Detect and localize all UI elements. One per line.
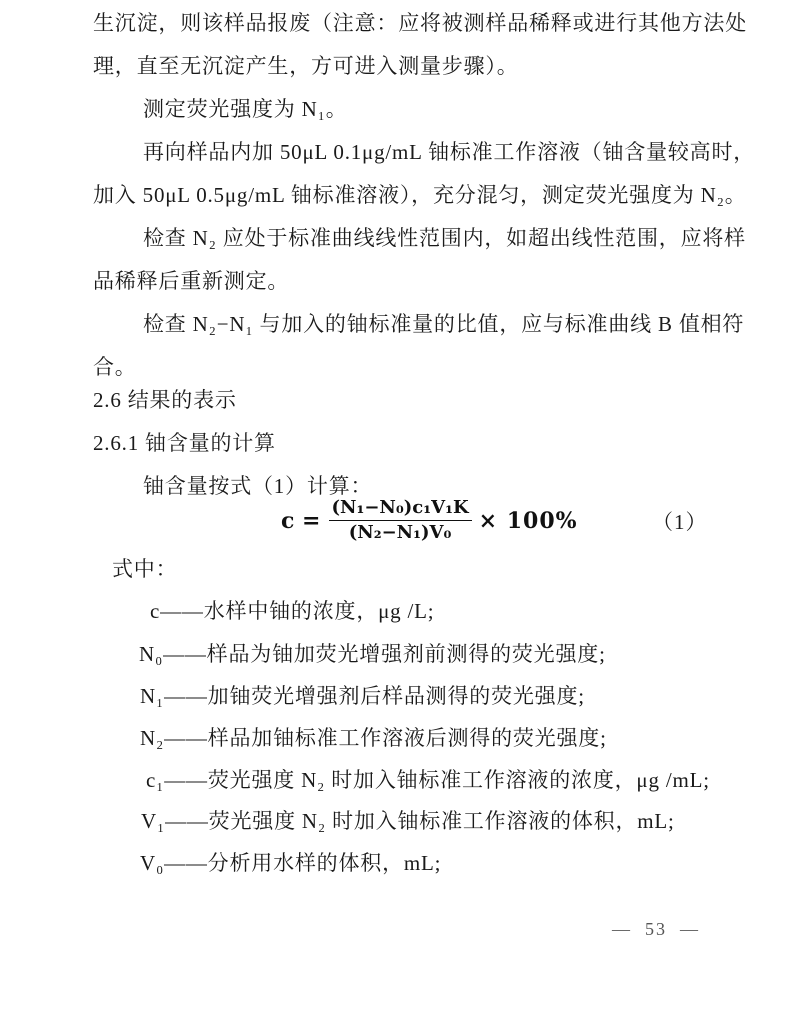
equation-number: （1）	[652, 510, 708, 534]
line-formula-intro: 铀含量按式（1）计算：	[143, 474, 373, 498]
fraction-denominator: (N₂−N₁)V₀	[348, 522, 452, 543]
page-number: — 53 —	[612, 919, 700, 939]
definition-v1: V₁——荧光强度 N₂ 时加入铀标准工作溶液的体积，mL;	[141, 809, 675, 833]
equation-lhs: c =	[281, 507, 321, 534]
definition-c1: c₁——荧光强度 N₂ 时加入铀标准工作溶液的浓度，μg /mL;	[146, 768, 710, 792]
paragraph-add-standard-line-2: 加入 50μL 0.5μg/mL 铀标准溶液），充分混匀，测定荧光强度为 N₂。	[93, 183, 747, 207]
definition-n2: N₂——样品加铀标准工作溶液后测得的荧光强度;	[140, 726, 607, 750]
definition-n0: N₀——样品为铀加荧光增强剂前测得的荧光强度;	[139, 642, 606, 666]
equation-fraction	[329, 497, 472, 544]
paragraph-precipitate-line-1: 生沉淀，则该样品报废（注意：应将被测样品稀释或进行其他方法处	[93, 11, 747, 35]
paragraph-check-n2-line-2: 品稀释后重新测定。	[93, 269, 290, 293]
line-measure-n1: 测定荧光强度为 N₁。	[143, 97, 348, 121]
definition-v0: V₀——分析用水样的体积，mL;	[140, 851, 442, 875]
paragraph-check-ratio-line-1: 检查 N₂−N₁ 与加入的铀标准量的比值，应与标准曲线 B 值相符	[143, 312, 745, 336]
paragraph-check-ratio-line-2: 合。	[93, 355, 137, 379]
heading-2-6: 2.6 结果的表示	[93, 388, 237, 412]
equation-1	[281, 497, 578, 544]
fraction-numerator: (N₁−N₀)c₁V₁K	[329, 497, 472, 521]
paragraph-add-standard-line-1: 再向样品内加 50μL 0.1μg/mL 铀标准工作溶液（铀含量较高时，	[143, 140, 756, 164]
paragraph-check-n2-line-1: 检查 N₂ 应处于标准曲线线性范围内，如超出线性范围，应将样	[143, 226, 746, 250]
heading-2-6-1: 2.6.1 铀含量的计算	[93, 431, 276, 455]
paragraph-precipitate-line-2: 理，直至无沉淀产生，方可进入测量步骤）。	[93, 54, 519, 78]
line-where: 式中：	[112, 557, 178, 581]
definition-n1: N₁——加铀荧光增强剂后样品测得的荧光强度;	[140, 684, 585, 708]
equation-multiplier: × 100%	[478, 507, 578, 534]
definition-c: c——水样中铀的浓度，μg /L;	[150, 599, 435, 623]
